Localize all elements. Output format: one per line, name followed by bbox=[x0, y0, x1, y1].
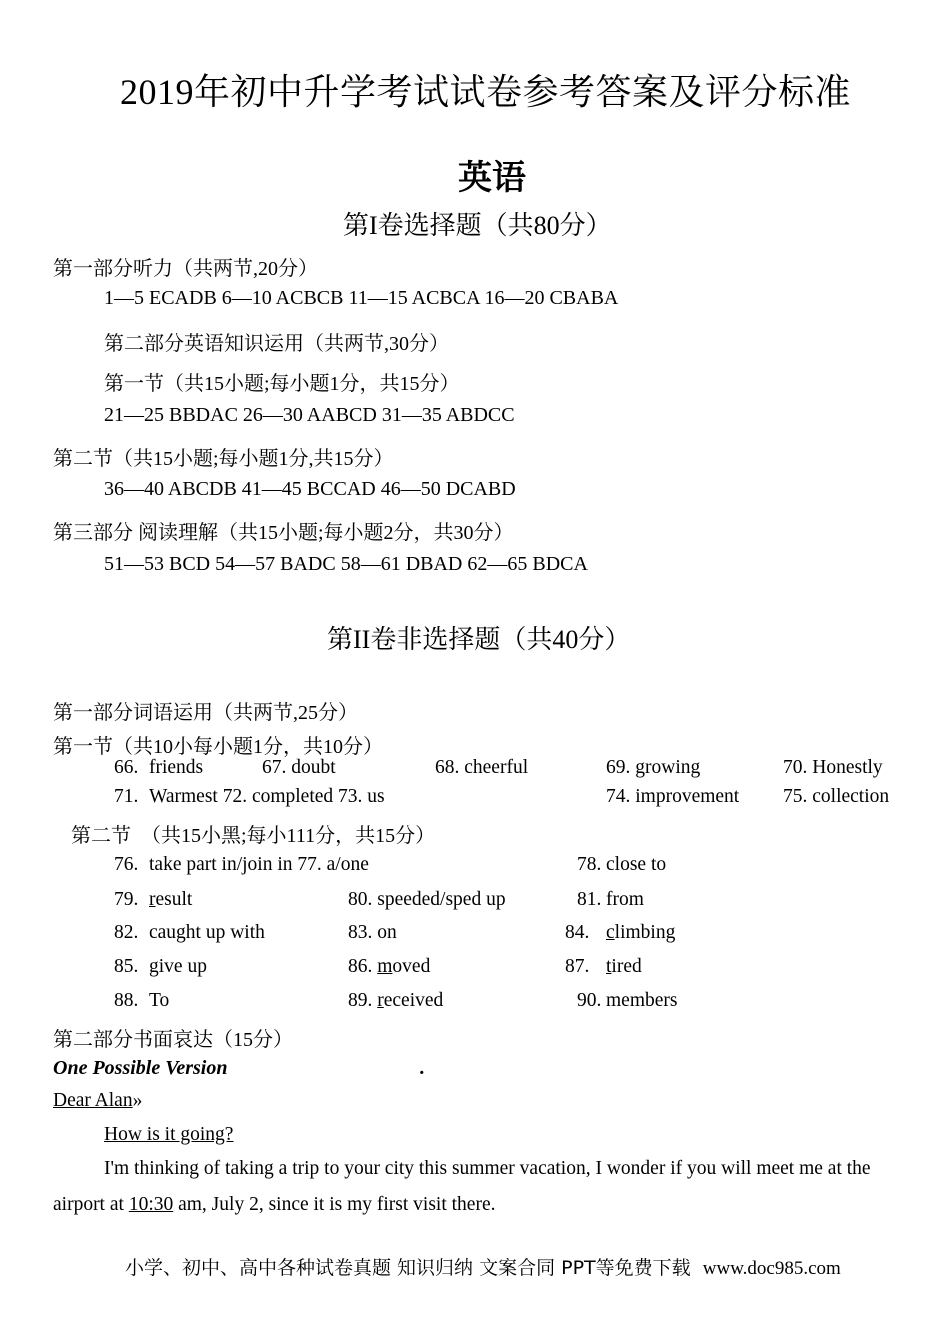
vocab-part-heading: 第一部分词语运用（共两节,25分） bbox=[53, 702, 358, 724]
answer-66: friends bbox=[149, 757, 204, 778]
answer-79-initial: r bbox=[149, 889, 156, 910]
answer-86-number: 86. bbox=[348, 956, 378, 977]
letter-greeting bbox=[53, 1090, 142, 1112]
part3-answers: 51—53 BCD 54—57 BADC 58—61 DBAD 62—65 BDCA bbox=[104, 553, 588, 575]
version-label: One Possible Version bbox=[53, 1057, 228, 1079]
answer-88: To bbox=[149, 990, 170, 1011]
answer-85: give up bbox=[149, 956, 207, 977]
answer-87 bbox=[606, 956, 642, 978]
answer-84-initial: c bbox=[606, 922, 615, 943]
answer-82-number: 82. bbox=[114, 922, 139, 943]
vocab-section2-heading: 第二节 （共15小黑;每小111分，共15分） bbox=[71, 825, 436, 847]
answer-87-number: 87. bbox=[565, 956, 590, 977]
answer-89 bbox=[348, 990, 443, 1012]
part1-heading: 第一部分听力（共两节,20分） bbox=[53, 258, 318, 280]
letter-body-line1: I'm thinking of taking a trip to your city this summer vacation, I wonder if you will meet me at the bbox=[104, 1158, 871, 1179]
answer-90: members bbox=[606, 990, 678, 1011]
answers-76-77: take part in/join in 77. a/one bbox=[149, 854, 369, 875]
answer-78-number: 78. bbox=[577, 854, 602, 875]
volume2-heading: 第II卷非选择题（共40分） bbox=[327, 625, 631, 654]
letter-opening: How is it going? bbox=[104, 1124, 234, 1145]
answer-84 bbox=[606, 922, 675, 944]
answer-89-initial: r bbox=[377, 990, 384, 1011]
vocab-section1-heading: 第一节（共10小每小题1分，共10分） bbox=[53, 736, 383, 758]
part2-section2-heading: 第二节（共15小题;每小题1分,共15分） bbox=[53, 448, 394, 470]
part2-section1-heading: 第一节（共15小题;每小题1分，共15分） bbox=[104, 373, 460, 395]
answer-78: close to bbox=[606, 854, 667, 875]
part3-heading: 第三部分 阅读理解（共15小题;每小题2分，共30分） bbox=[53, 522, 514, 544]
answer-87-rest: ired bbox=[611, 956, 642, 977]
footer-text: 小学、初中、高中各种试卷真题 知识归纳 文案合同 PPT等免费下载 bbox=[125, 1257, 691, 1279]
answer-86-rest: oved bbox=[392, 956, 431, 977]
answer-66-number: 66. bbox=[114, 757, 139, 778]
answer-67: 67. doubt bbox=[262, 757, 336, 778]
answer-88-number: 88. bbox=[114, 990, 139, 1011]
answer-79-number: 79. bbox=[114, 889, 139, 910]
answer-79 bbox=[149, 889, 192, 911]
answer-81: from bbox=[606, 889, 644, 910]
answer-82: caught up with bbox=[149, 922, 265, 943]
answer-85-number: 85. bbox=[114, 956, 139, 977]
answer-81-number: 81. bbox=[577, 889, 602, 910]
subject-heading: 英语 bbox=[458, 160, 526, 197]
answer-86-initial: m bbox=[377, 956, 393, 977]
answer-79-rest: esult bbox=[155, 889, 193, 910]
answer-89-rest: eceived bbox=[383, 990, 444, 1011]
answer-68: 68. cheerful bbox=[435, 757, 529, 778]
arrival-time: 10:30 bbox=[128, 1194, 174, 1215]
footer bbox=[125, 1253, 841, 1280]
answer-90-number: 90. bbox=[577, 990, 602, 1011]
answer-76-number: 76. bbox=[114, 854, 139, 875]
answer-89-number: 89. bbox=[348, 990, 378, 1011]
answer-75: 75. collection bbox=[783, 786, 890, 807]
greeting-mark: » bbox=[132, 1090, 143, 1111]
answer-83: 83. on bbox=[348, 922, 397, 943]
answer-71-number: 71. bbox=[114, 786, 139, 807]
answer-74: 74. improvement bbox=[606, 786, 740, 807]
part2-section2-answers: 36—40 ABCDB 41—45 BCCAD 46—50 DCABD bbox=[104, 478, 516, 500]
answer-87-initial: t bbox=[606, 956, 612, 977]
answer-84-number: 84. bbox=[565, 922, 590, 943]
answer-70: 70. Honestly bbox=[783, 757, 883, 778]
answers-71-73: Warmest 72. completed 73. us bbox=[149, 786, 385, 807]
answer-69: 69. growing bbox=[606, 757, 701, 778]
greeting-name: Dear Alan bbox=[53, 1090, 133, 1111]
part2-section1-answers: 21—25 BBDAC 26—30 AABCD 31—35 ABDCC bbox=[104, 404, 515, 426]
part1-answers: 1—5 ECADB 6—10 ACBCB 11—15 ACBCA 16—20 CBABA bbox=[104, 287, 619, 309]
letter-body-line2 bbox=[53, 1194, 496, 1216]
answer-86 bbox=[348, 956, 430, 978]
writing-part-heading: 第二部分书面哀达（15分） bbox=[53, 1029, 293, 1051]
body-line2-post: am, July 2, since it is my first visit there. bbox=[173, 1194, 496, 1215]
volume1-heading: 第I卷选择题（共80分） bbox=[343, 211, 612, 240]
footer-url[interactable]: www.doc985.com bbox=[702, 1258, 841, 1279]
answer-84-rest: limbing bbox=[614, 922, 676, 943]
version-dot: . bbox=[420, 1057, 425, 1079]
part2-heading: 第二部分英语知识运用（共两节,30分） bbox=[104, 333, 449, 355]
document-title: 2019年初中升学考试试卷参考答案及评分标准 bbox=[120, 72, 852, 112]
body-line2-pre: airport at bbox=[53, 1194, 129, 1215]
answer-80: 80. speeded/sped up bbox=[348, 889, 506, 910]
